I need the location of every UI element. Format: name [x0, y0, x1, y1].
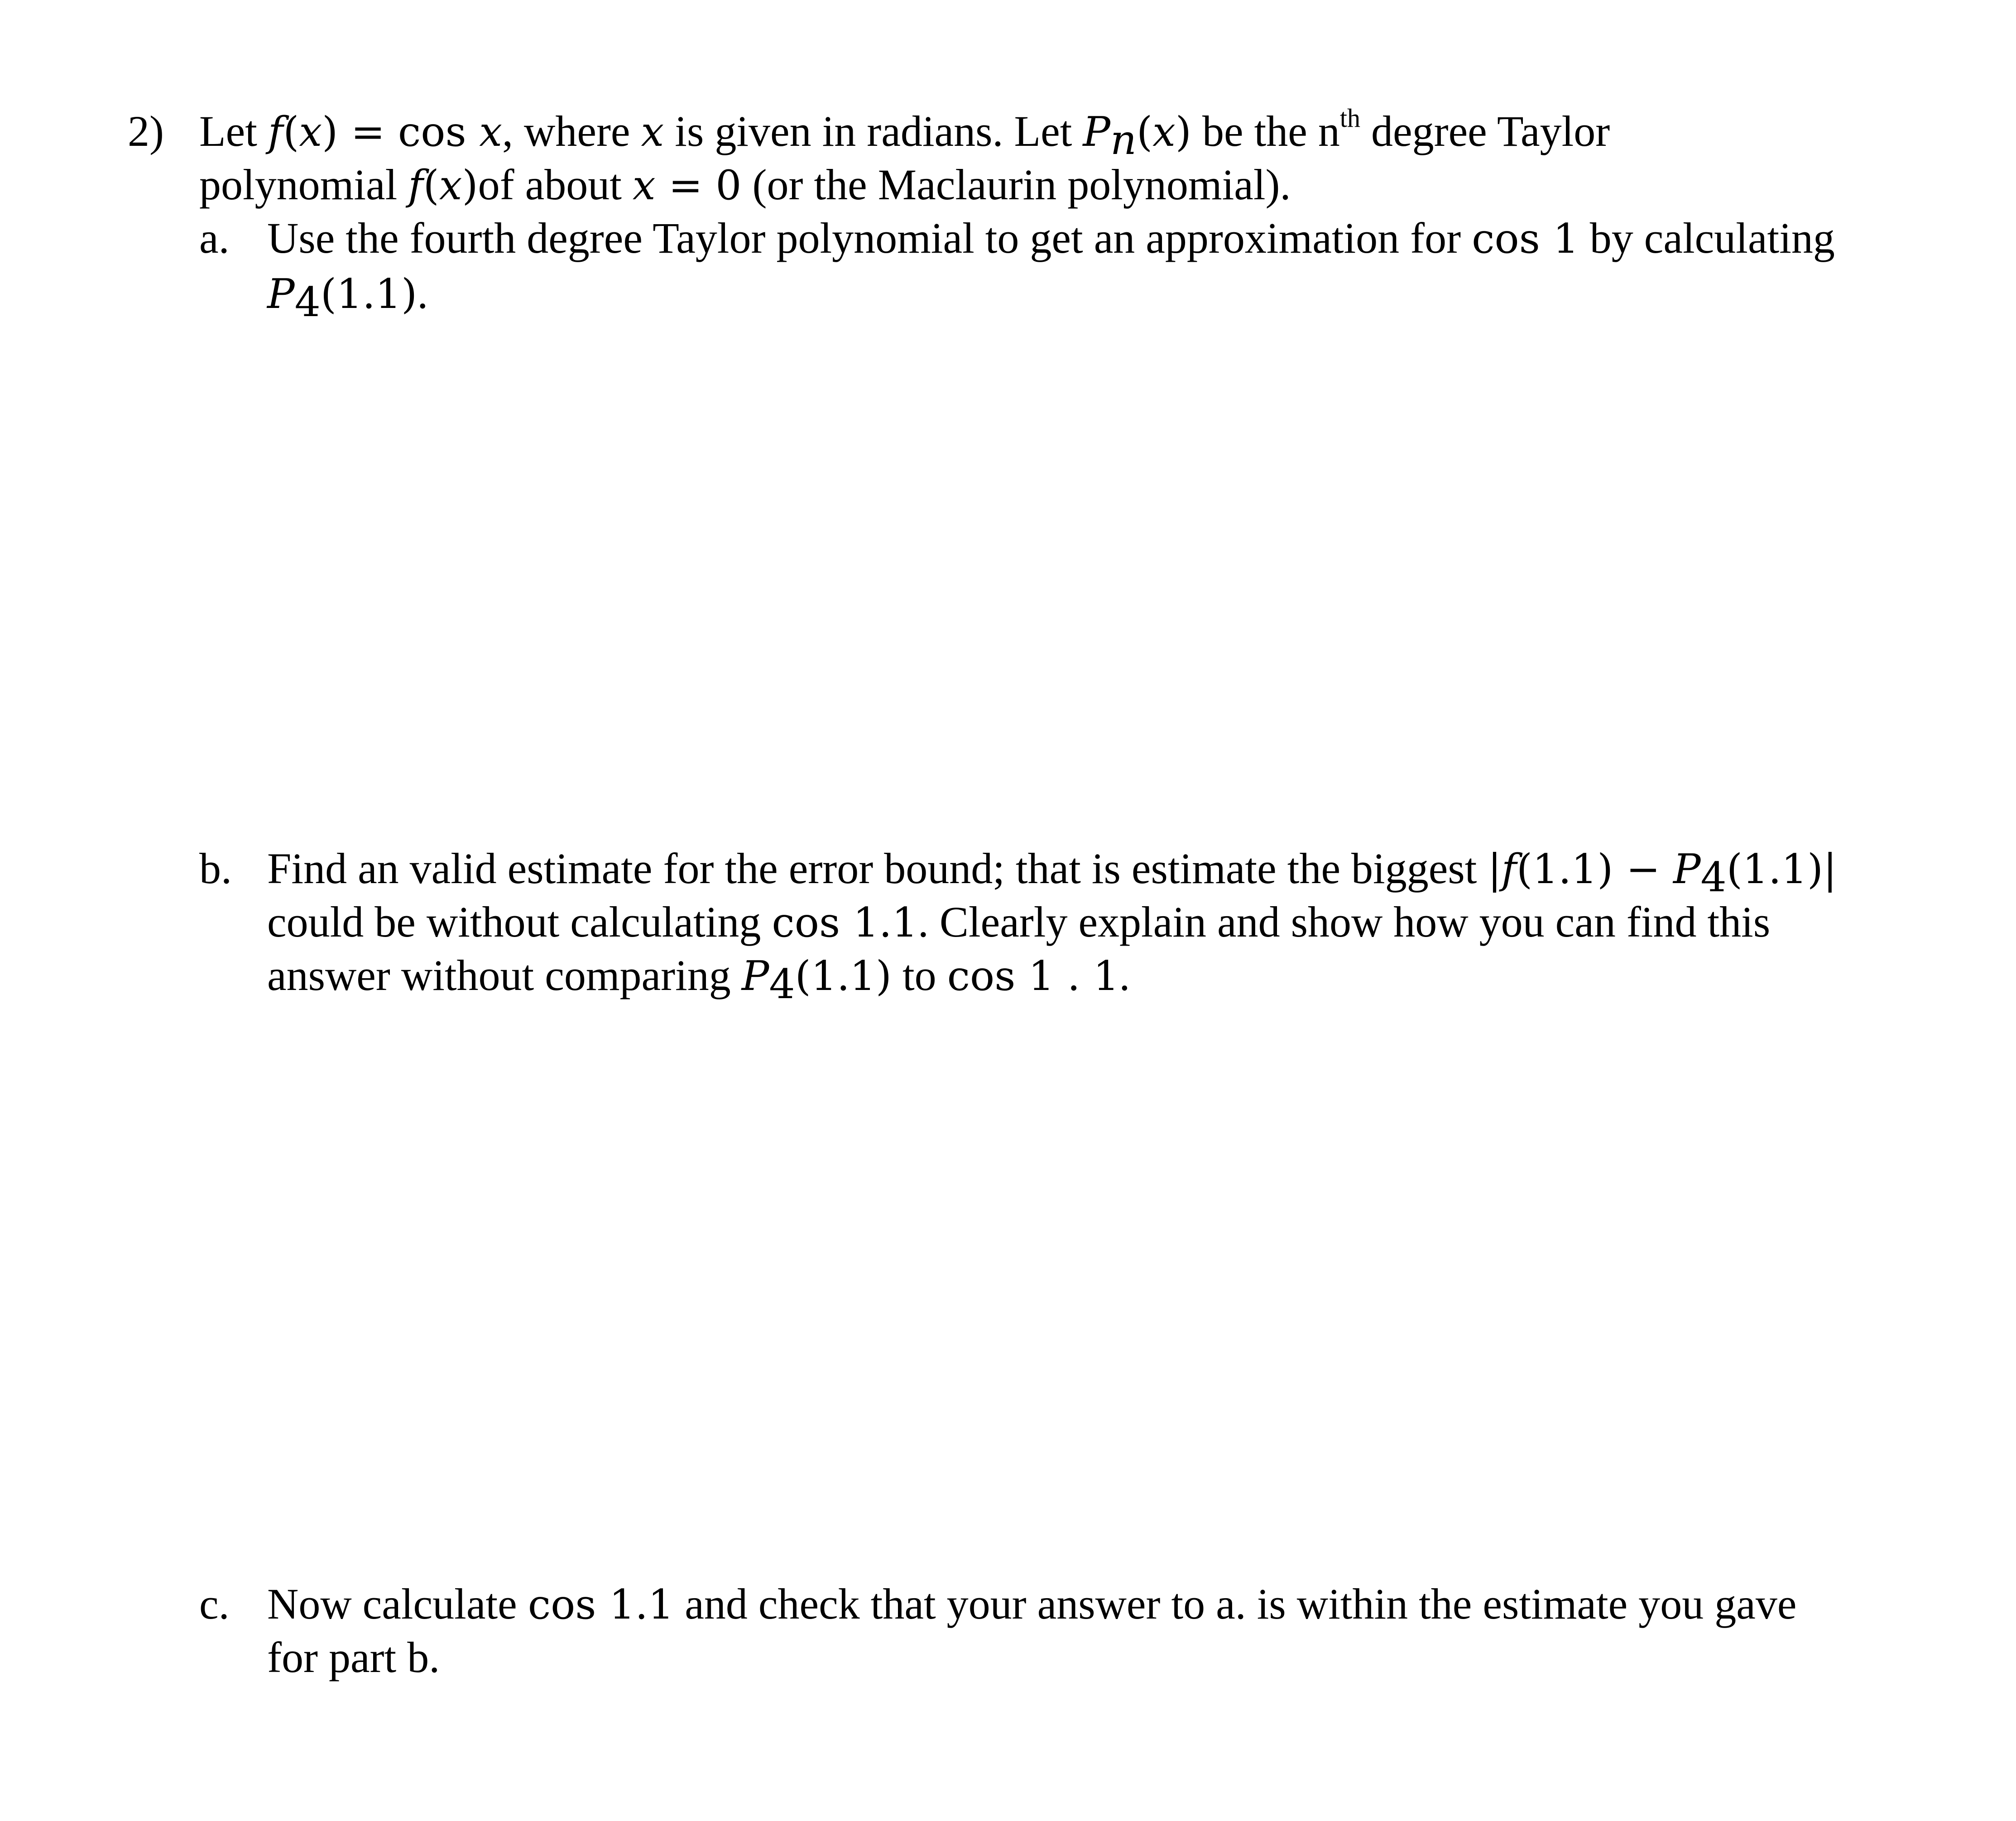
math: ( — [1136, 108, 1153, 156]
math: = 0 — [655, 162, 742, 209]
math-subscript: 4 — [1700, 854, 1727, 901]
text: to — [891, 951, 947, 999]
math-P: P — [1083, 108, 1110, 156]
math-cos-1-1: cos 1.1 — [528, 1581, 674, 1629]
math-P: P — [1673, 846, 1701, 893]
superscript-th: th — [1339, 103, 1360, 133]
text: Let — [199, 107, 268, 155]
problem-line-1 — [199, 103, 1610, 164]
math-x: x — [479, 108, 503, 156]
math-subscript: 4 — [769, 961, 795, 1008]
text: Now calculate — [267, 1580, 528, 1628]
text: polynomial — [199, 160, 408, 209]
part-c-line-2 — [267, 1631, 440, 1684]
math-cos-1-1: cos 1.1 — [772, 899, 918, 947]
text: could be without calculating — [267, 898, 772, 946]
math-P: P — [741, 952, 769, 1000]
text: (or the Maclaurin polynomial). — [741, 160, 1291, 209]
text: . — [1119, 951, 1130, 999]
text: by calculating — [1579, 214, 1835, 262]
math: (1.1)| — [1726, 846, 1837, 893]
text: is given in radians. Let — [664, 107, 1083, 155]
math: ) — [1175, 108, 1191, 156]
text: and check that your answer to a. is within the estimate you gave — [674, 1580, 1797, 1628]
math-cos-1-1: cos 1 . 1 — [947, 952, 1119, 1000]
text: . — [417, 269, 428, 317]
math-x: x — [299, 108, 322, 156]
part-c-line-1 — [267, 1578, 1797, 1631]
text: Find an valid estimate for the error bound; that is estimate the biggest — [267, 844, 1488, 893]
math-f: f — [408, 162, 423, 209]
problem-number: 2) — [128, 107, 164, 155]
part-a-label: a. — [199, 214, 230, 262]
part-b-line-1 — [267, 842, 1837, 901]
text: . Clearly explain and show how you can find this — [917, 898, 1771, 946]
math-subscript-n: n — [1110, 116, 1137, 164]
part-b-line-3 — [267, 949, 1130, 1008]
math: (1.1) − — [1517, 846, 1673, 893]
math-f: f — [268, 108, 283, 156]
part-c-label: c. — [199, 1580, 230, 1628]
text: for part b. — [267, 1633, 440, 1682]
text: be the n — [1191, 107, 1340, 155]
math: ) = cos — [322, 108, 480, 156]
text: of about — [478, 160, 633, 209]
math: (1.1) — [320, 270, 418, 318]
math: ( — [283, 108, 299, 156]
math-P: P — [267, 270, 295, 318]
math-x: x — [439, 162, 462, 209]
math-x: x — [641, 108, 664, 156]
math: (1.1) — [795, 952, 892, 1000]
math: | — [1488, 846, 1502, 893]
part-b-line-2 — [267, 896, 1770, 949]
math-cos-1: cos 1 — [1472, 215, 1579, 263]
part-a-line-2 — [267, 267, 428, 326]
math-x: x — [1152, 108, 1176, 156]
text: Use the fourth degree Taylor polynomial to get an approximation for — [267, 214, 1472, 262]
part-b-label: b. — [199, 844, 232, 893]
part-a-line-1 — [267, 212, 1835, 265]
math: ) — [462, 162, 478, 209]
math: ( — [423, 162, 439, 209]
text: , where — [502, 107, 641, 155]
math-f: f — [1501, 846, 1517, 893]
math-subscript: 4 — [294, 279, 321, 326]
math-x: x — [632, 162, 656, 209]
text: degree Taylor — [1360, 107, 1610, 155]
problem-line-2 — [199, 159, 1291, 212]
text: answer without comparing — [267, 951, 742, 999]
